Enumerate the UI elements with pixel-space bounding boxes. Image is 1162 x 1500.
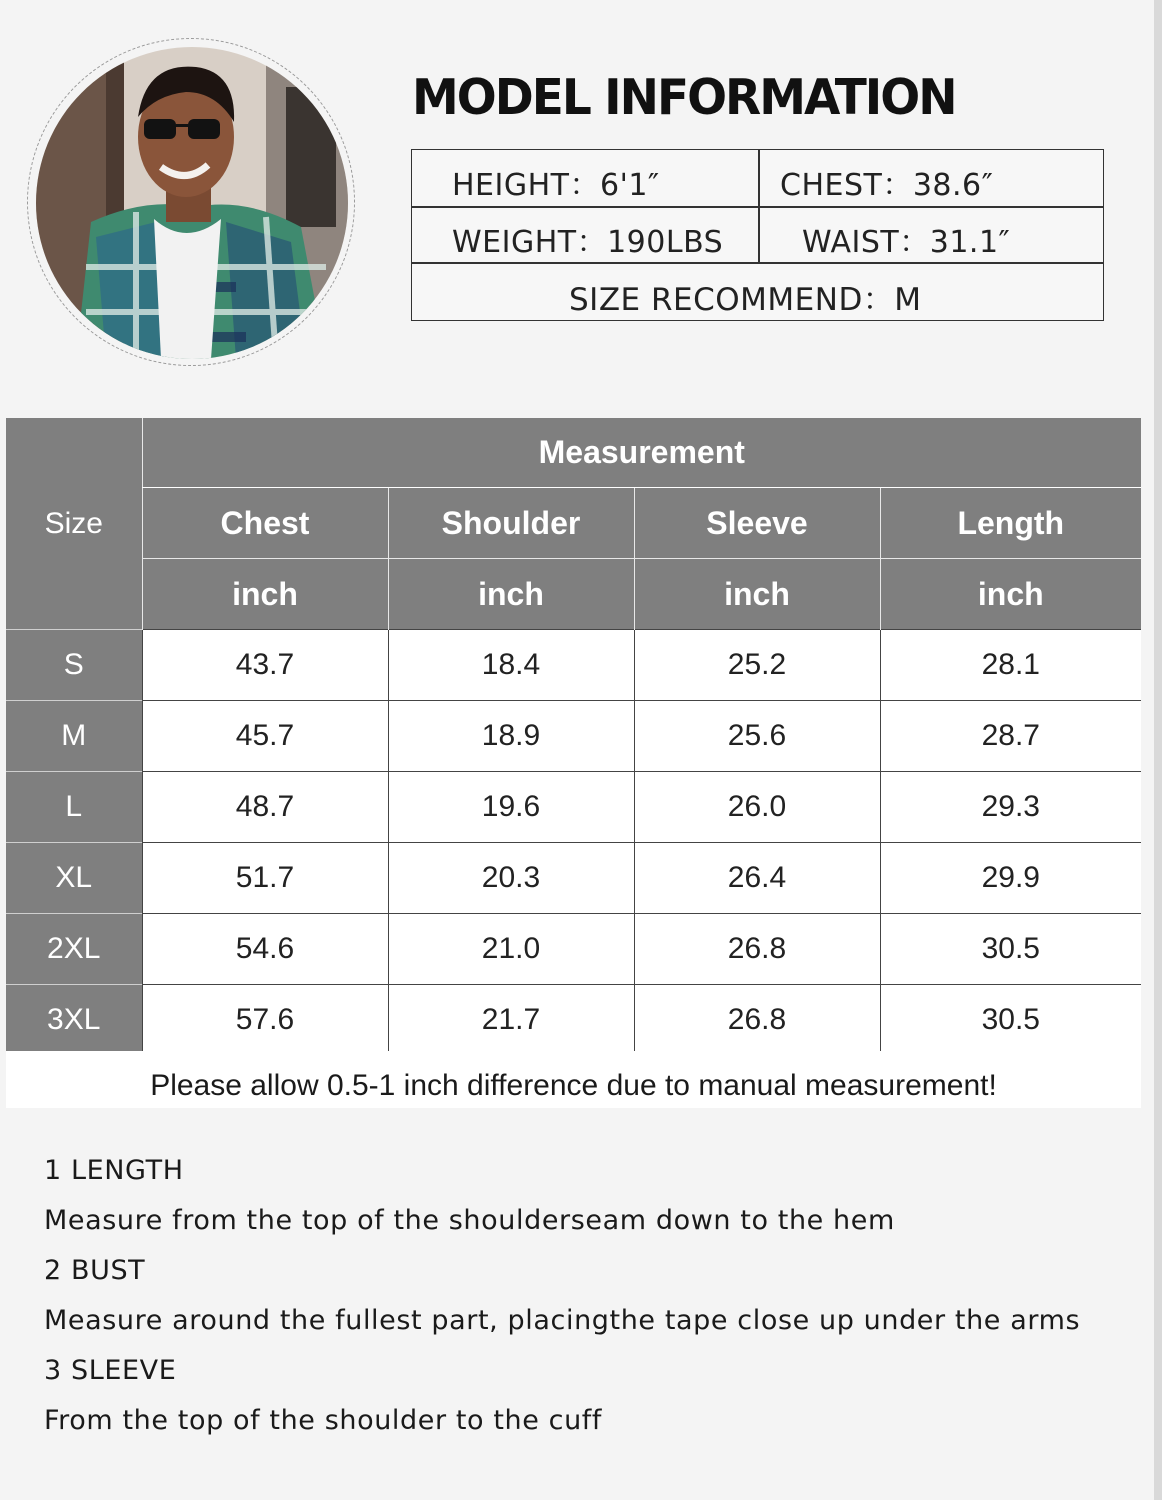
sleeve-value: 26.0	[634, 772, 880, 843]
sleeve-value: 25.6	[634, 701, 880, 772]
unit-label: inch	[634, 559, 880, 630]
length-value: 29.3	[880, 772, 1141, 843]
model-info-box	[411, 149, 1104, 321]
length-value: 28.7	[880, 701, 1141, 772]
sleeve-value: 26.8	[634, 985, 880, 1056]
model-height: HEIGHT：6'1″	[452, 168, 660, 203]
shoulder-value: 18.9	[388, 701, 634, 772]
column-header-shoulder: Shoulder	[388, 488, 634, 559]
measurement-note: Please allow 0.5-1 inch difference due to manual measurement!	[6, 1051, 1141, 1108]
shoulder-value: 21.0	[388, 914, 634, 985]
chest-value: 45.7	[142, 701, 388, 772]
guide-heading-sleeve: 3 SLEEVE	[44, 1355, 177, 1386]
chest-value: 57.6	[142, 985, 388, 1056]
table-row	[6, 701, 1141, 772]
right-edge-strip	[1154, 0, 1162, 1500]
table-row	[6, 630, 1141, 701]
model-chest: CHEST：38.6″	[780, 168, 994, 203]
sleeve-value: 25.2	[634, 630, 880, 701]
model-weight: WEIGHT：190LBS	[452, 225, 724, 260]
size-cell: S	[6, 630, 142, 701]
measurement-header: Measurement	[142, 418, 1141, 488]
size-cell: XL	[6, 843, 142, 914]
chest-value: 43.7	[142, 630, 388, 701]
size-cell: M	[6, 701, 142, 772]
shoulder-value: 19.6	[388, 772, 634, 843]
column-header-chest: Chest	[142, 488, 388, 559]
size-cell: 2XL	[6, 914, 142, 985]
table-row	[6, 772, 1141, 843]
guide-text-bust: Measure around the fullest part, placingthe tape close up under the arms	[44, 1305, 1081, 1336]
guide-heading-bust: 2 BUST	[44, 1255, 146, 1286]
column-header-sleeve: Sleeve	[634, 488, 880, 559]
shoulder-value: 21.7	[388, 985, 634, 1056]
length-value: 29.9	[880, 843, 1141, 914]
length-value: 30.5	[880, 914, 1141, 985]
chest-value: 54.6	[142, 914, 388, 985]
length-value: 30.5	[880, 985, 1141, 1056]
unit-label: inch	[142, 559, 388, 630]
length-value: 28.1	[880, 630, 1141, 701]
guide-text-sleeve: From the top of the shoulder to the cuff	[44, 1405, 602, 1436]
column-header-length: Length	[880, 488, 1141, 559]
size-cell: 3XL	[6, 985, 142, 1056]
size-recommend: SIZE RECOMMEND：M	[569, 282, 922, 318]
sleeve-value: 26.4	[634, 843, 880, 914]
shoulder-value: 18.4	[388, 630, 634, 701]
size-chart-table	[6, 418, 1141, 1056]
chest-value: 51.7	[142, 843, 388, 914]
guide-text-length: Measure from the top of the shoulderseam down to the hem	[44, 1205, 895, 1236]
guide-heading-length: 1 LENGTH	[44, 1155, 184, 1186]
divider	[758, 150, 760, 263]
unit-label: inch	[388, 559, 634, 630]
model-photo	[36, 47, 348, 359]
model-info-title: MODEL INFORMATION	[412, 68, 956, 127]
table-row	[6, 985, 1141, 1056]
table-row	[6, 843, 1141, 914]
sleeve-value: 26.8	[634, 914, 880, 985]
model-waist: WAIST：31.1″	[802, 225, 1011, 260]
unit-label: inch	[880, 559, 1141, 630]
size-column-header: Size	[6, 418, 142, 630]
chest-value: 48.7	[142, 772, 388, 843]
table-row	[6, 914, 1141, 985]
size-cell: L	[6, 772, 142, 843]
shoulder-value: 20.3	[388, 843, 634, 914]
